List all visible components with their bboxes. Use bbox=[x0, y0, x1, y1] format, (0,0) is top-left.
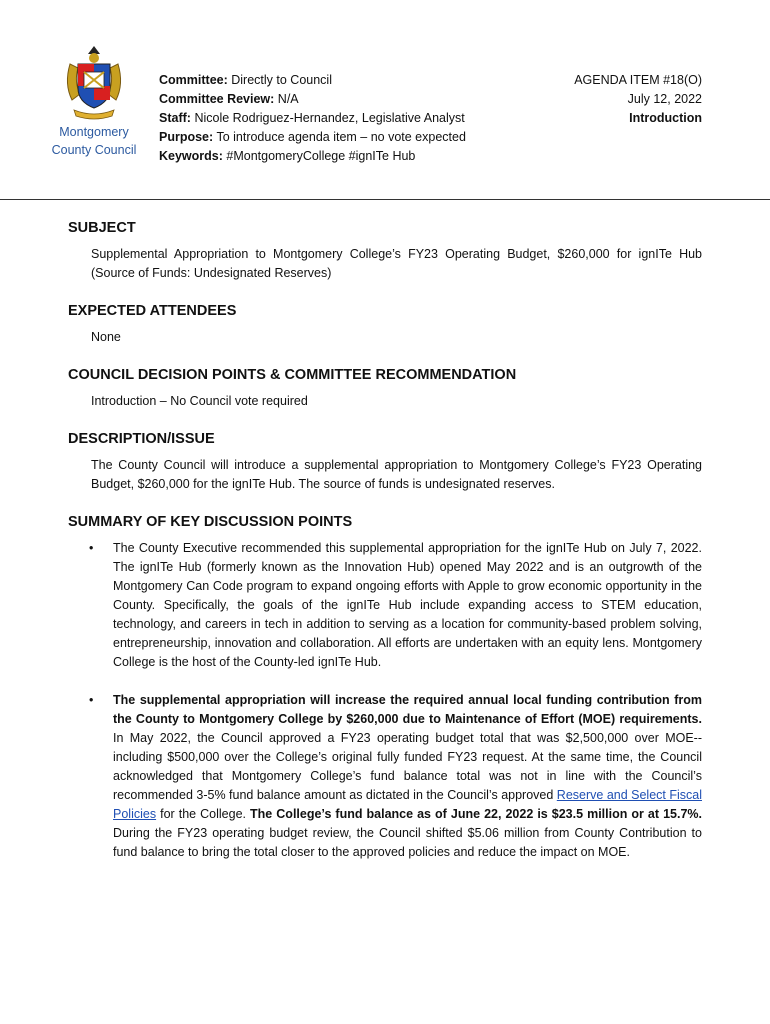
subject-text: Supplemental Appropriation to Montgomery College’s FY23 Operating Budget, $260,000 for ignITe Hub (Source of Funds: Undesignated Reserves) bbox=[91, 247, 702, 280]
description-text: The County Council will introduce a supplemental appropriation to Montgomery College’s FY23 Operating Budget, $260,000 for the ignITe Hub. The source of funds is undesignated reserves. bbox=[91, 458, 702, 491]
attendees-heading: EXPECTED ATTENDEES bbox=[68, 303, 237, 319]
subject-heading: SUBJECT bbox=[68, 220, 136, 236]
purpose-row: Purpose: To introduce agenda item – no vote expected bbox=[159, 130, 466, 144]
decision-text: Introduction – No Council vote required bbox=[91, 394, 308, 408]
council-logo bbox=[44, 44, 144, 158]
reserve-policies-link[interactable]: Reserve and Select Fiscal Policies bbox=[113, 788, 702, 821]
staff-row: Staff: Nicole Rodriguez-Hernandez, Legislative Analyst bbox=[159, 111, 465, 125]
description-heading: DESCRIPTION/ISSUE bbox=[68, 431, 215, 447]
county-seal-icon bbox=[60, 44, 128, 122]
decision-heading: COUNCIL DECISION POINTS & COMMITTEE RECOMMENDATION bbox=[68, 367, 517, 383]
bullet-icon: • bbox=[89, 541, 94, 555]
keywords-row: Keywords: #MontgomeryCollege #ignITe Hub bbox=[159, 149, 416, 163]
committee-row: Committee: Directly to Council bbox=[159, 73, 332, 87]
header-divider bbox=[0, 199, 770, 200]
org-name-line-2: County Council bbox=[51, 143, 137, 157]
agenda-item-number: AGENDA ITEM #18(O) bbox=[574, 73, 702, 87]
summary-bullet-1: • The County Executive recommended this supplemental appropriation for the ignITe Hub on July 7, 2022. The ignITe Hub (formerly known as the Innovation Hub) opened May 2022 and is an outgrowth of the Montgomery Can Code program to expand ongoing efforts with Apple to grow economic opportunity in the County. Specifically, the goals of the ignITe Hub include expanding access to STEM education, technology, and careers in tech in addition to serving as a location for community-based problem solving, entrepreneurship, innovation and collaboration. All efforts are undertaken with an equity lens. Montgomery College is the host of the County-led ignITe Hub. bbox=[89, 541, 702, 669]
attendees-text: None bbox=[91, 330, 121, 344]
agenda-block bbox=[574, 71, 702, 128]
org-name-line-1: Montgomery bbox=[59, 125, 129, 139]
summary-bullet-2: • The supplemental appropriation will increase the required annual local funding contribution from the County to Montgomery College by $260,000 due to Maintenance of Effort (MOE) requirements. In May 2022, the Council approved a FY23 operating budget total that was $2,500,000 over MOE-- including $500,000 over the College’s original fully funded FY23 request. At the same time, the Council acknowledged that Montgomery College’s fund balance total was not in line with the Council’s recommended 3-5% fund balance amount as dictated in the Council’s approved Reserve and Select Fiscal Policies for the College. The College’s fund balance as of June 22, 2022 is $23.5 million or at 15.7%. During the FY23 operating budget review, the Council shifted $5.06 million from County Contribution to fund balance to bring the total closer to the approved policies and reduce the impact on MOE. bbox=[89, 693, 702, 859]
summary-list bbox=[68, 539, 702, 862]
bullet-icon: • bbox=[89, 693, 94, 707]
memo-body bbox=[68, 218, 702, 881]
summary-heading: SUMMARY OF KEY DISCUSSION POINTS bbox=[68, 514, 353, 530]
agenda-date: July 12, 2022 bbox=[627, 92, 702, 106]
committee-review-row: Committee Review: N/A bbox=[159, 92, 299, 106]
committee-metadata bbox=[159, 71, 466, 166]
agenda-type: Introduction bbox=[629, 111, 702, 125]
